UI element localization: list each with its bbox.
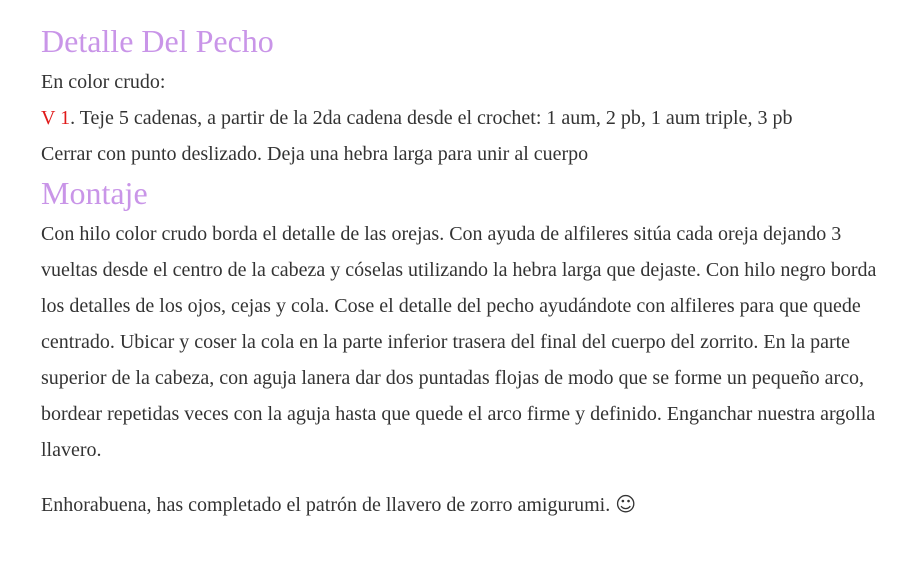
round-1-text: . Teje 5 cadenas, a partir de la 2da cadena desde el crochet: 1 aum, 2 pb, 1 aum triple, 3 pb bbox=[70, 107, 793, 129]
assembly-heading: Montaje bbox=[41, 175, 148, 211]
chest-closing-text: Cerrar con punto deslizado. Deja una hebra larga para unir al cuerpo bbox=[41, 143, 589, 165]
chest-detail-heading: Detalle Del Pecho bbox=[41, 23, 274, 59]
chest-intro-text: En color crudo: bbox=[41, 71, 166, 93]
completion-text: Enhorabuena, has completado el patrón de llavero de zorro amigurumi. bbox=[41, 494, 616, 516]
completion-message bbox=[41, 486, 884, 523]
round-1-instruction bbox=[41, 100, 884, 136]
round-1-label: V 1 bbox=[41, 107, 71, 129]
assembly-body-text: Con hilo color crudo borda el detalle de las orejas. Con ayuda de alfileres sitúa cada oreja dejando 3 vueltas desde el centro de la cabeza y cóselas utilizando la hebra larga que dejaste. Con hilo negro borda los detalles de los ojos, cejas y cola. Cose el detalle del pecho ayudándote con alfileres para que quede centrado. Ubicar y coser la cola en la parte inferior trasera del final del cuerpo del zorrito. En la parte superior de la cabeza, con aguja lanera dar dos puntadas flojas de modo que se forme un pequeño arco, bordear repetidas veces con la aguja hasta que quede el arco firme y definido. Enganchar nuestra argolla llavero. bbox=[41, 223, 877, 461]
smiley-icon: ☺ bbox=[615, 492, 637, 516]
